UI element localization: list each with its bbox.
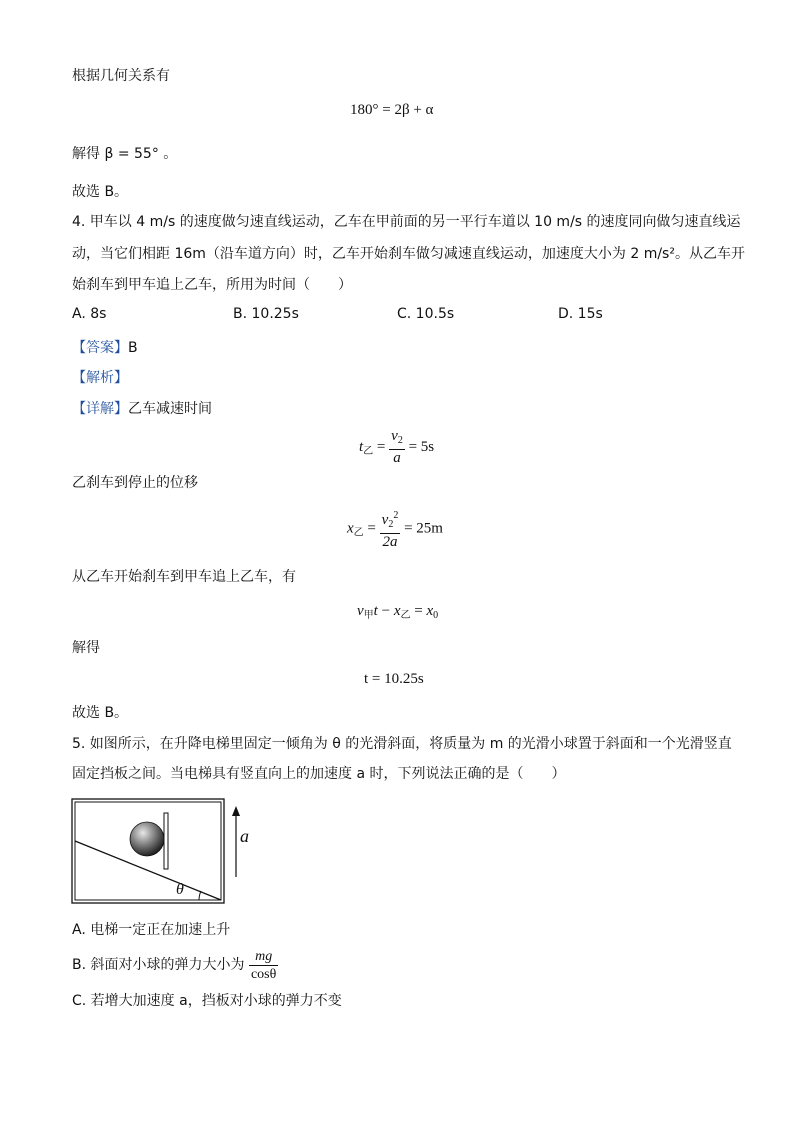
q4-text-3: 从乙车开始刹车到甲车追上乙车，有	[72, 569, 296, 585]
q5-stem-line-1: 5. 如图所示，在升降电梯里固定一倾角为 θ 的光滑斜面，将质量为 m 的光滑小球置于斜面和一个光滑竖直	[72, 736, 732, 752]
equation-decel-time: $t_乙$ = $\frac{v_2}{a}$ = 5s	[359, 428, 435, 466]
q4-stem-line-3: 始刹车到甲车追上乙车，所用为时间（ ）	[72, 277, 352, 293]
q5-option-a: A. 电梯一定正在加速上升	[72, 922, 231, 938]
equation-catchup: $v_甲t - x_乙 = x_0$	[357, 603, 439, 621]
answer-value: B	[128, 340, 138, 356]
ball	[130, 822, 164, 856]
q5-stem-line-2: 固定挡板之间。当电梯具有竖直向上的加速度 a 时，下列说法正确的是（ ）	[72, 766, 566, 782]
q4-option-d: D. 15s	[558, 306, 603, 322]
q4-answer	[72, 338, 138, 358]
elevator-incline-figure	[70, 797, 260, 907]
label-a: a	[240, 826, 249, 846]
q4-analysis	[72, 368, 128, 388]
q4-stem-line-2: 动，当它们相距 16m（沿车道方向）时，乙车开始刹车做匀减速直线运动，加速度大小为 2 m/s²。从乙车开	[72, 246, 745, 262]
solve-text: 解得 β = 55° 。	[72, 146, 178, 162]
label-theta: θ	[176, 881, 184, 898]
q4-detail	[72, 399, 212, 419]
q4-option-b: B. 10.25s	[233, 306, 299, 322]
equation-angle: 180° = 2β + α	[350, 102, 434, 118]
fraction: $\frac{mg}{\cos\theta}$	[250, 948, 277, 982]
vertical-plate	[164, 813, 168, 869]
fraction: $\frac{v_2^2}{2a}$	[380, 507, 401, 551]
q4-choose: 故选 B。	[72, 705, 129, 721]
choose-text-1: 故选 B。	[72, 184, 129, 200]
fraction: $\frac{v_2}{a}$	[391, 428, 403, 466]
answer-label: 【答案】	[72, 340, 128, 356]
arrow-head-icon	[232, 806, 240, 816]
detail-text: 乙车减速时间	[128, 401, 212, 417]
q4-text-2: 乙刹车到停止的位移	[72, 475, 198, 491]
detail-label: 【详解】	[72, 401, 128, 417]
q4-text-4: 解得	[72, 640, 100, 656]
q4-option-c: C. 10.5s	[397, 306, 455, 322]
intro-text: 根据几何关系有	[72, 68, 170, 84]
analysis-label: 【解析】	[72, 370, 128, 386]
q4-stem-line-1: 4. 甲车以 4 m/s 的速度做匀速直线运动，乙车在甲前面的另一平行车道以 10 m/s 的速度同向做匀速直线运	[72, 214, 741, 230]
q4-option-a: A. 8s	[72, 306, 107, 322]
angle-arc	[199, 891, 201, 900]
q5-option-c: C. 若增大加速度 a，挡板对小球的弹力不变	[72, 993, 342, 1009]
equation-displacement: $x_乙$ = $\frac{v_2^2}{2a}$ = 25m	[347, 507, 443, 551]
equation-result: t = 10.25s	[364, 671, 424, 687]
q5-option-b: B. 斜面对小球的弹力大小为 $\frac{mg}{\cos\theta}$	[72, 948, 277, 982]
